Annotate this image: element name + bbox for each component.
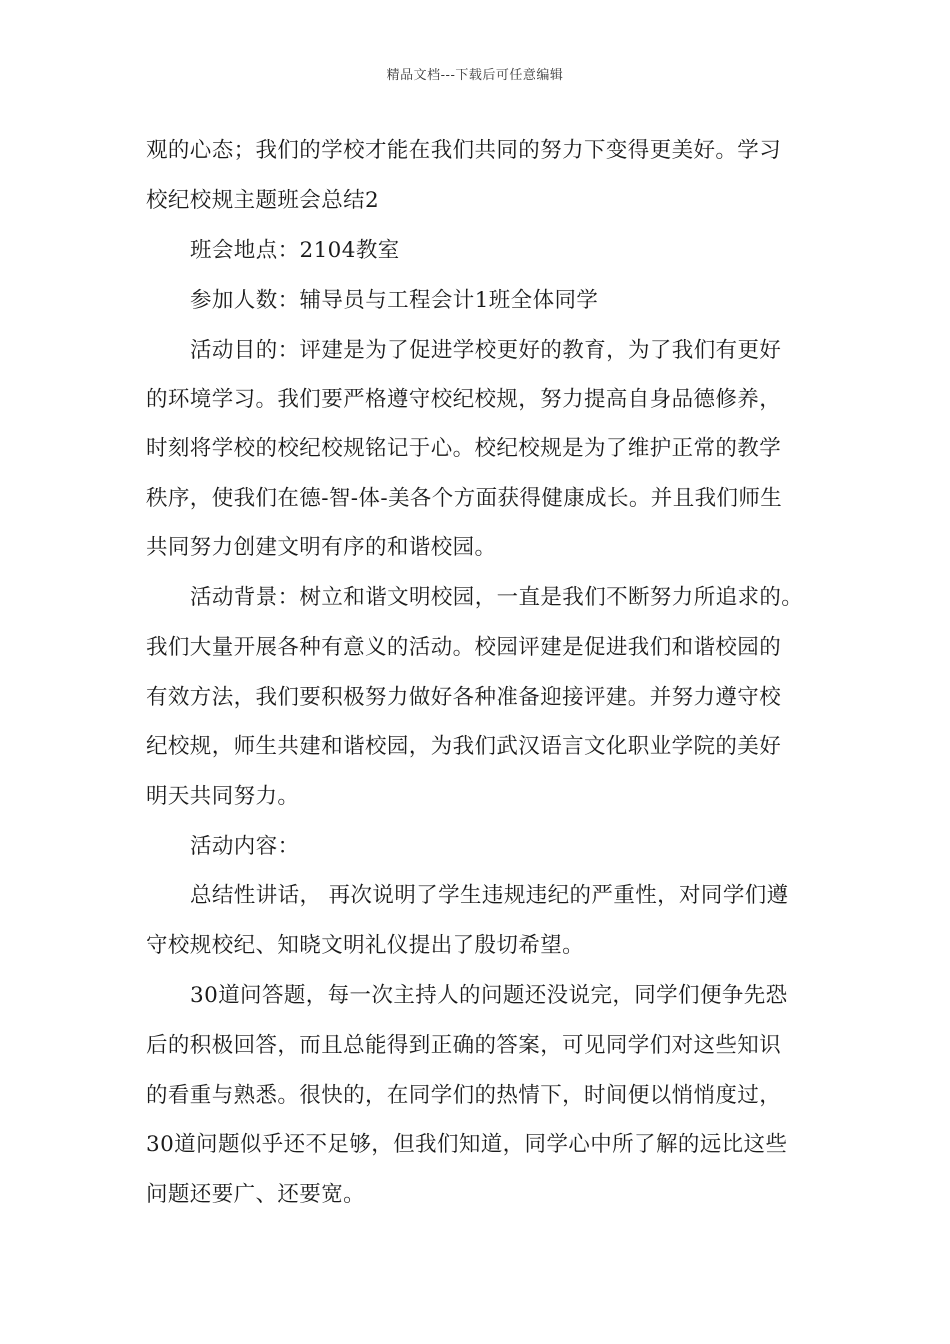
activity-content: 活动内容： [190, 834, 300, 859]
text-line: 我们大量开展各种有意义的活动。校园评建是促进我们和谐校园的 [146, 635, 782, 660]
text-line: 的看重与熟悉。很快的，在同学们的热情下，时间便以悄悄度过， [146, 1083, 782, 1108]
text-line: 30道问题似乎还不足够，但我们知道，同学心中所了解的远比这些 [146, 1132, 788, 1157]
text-line: 守校规校纪、知晓文明礼仪提出了殷切希望。 [146, 933, 585, 958]
text-line: 观的心态；我们的学校才能在我们共同的努力下变得更美好。学习 [146, 138, 782, 163]
text-line: 有效方法，我们要积极努力做好各种准备迎接评建。并努力遵守校 [146, 685, 782, 710]
section-title: 校纪校规主题班会总结2 [146, 188, 380, 213]
text-line: 纪校规，师生共建和谐校园，为我们武汉语言文化职业学院的美好 [146, 734, 782, 759]
text-line: 后的积极回答，而且总能得到正确的答案，可见同学们对这些知识 [146, 1033, 782, 1058]
meeting-location: 班会地点：2104教室 [190, 238, 400, 263]
text-line: 30道问答题，每一次主持人的问题还没说完，同学们便争先恐 [190, 983, 788, 1008]
activity-background: 活动背景：树立和谐文明校园，一直是我们不断努力所追求的。 [190, 585, 804, 610]
participants: 参加人数：辅导员与工程会计1班全体同学 [190, 288, 599, 313]
text-line: 时刻将学校的校纪校规铭记于心。校纪校规是为了维护正常的教学 [146, 436, 782, 461]
text-line: 共同努力创建文明有序的和谐校园。 [146, 535, 497, 560]
text-line: 的环境学习。我们要严格遵守校纪校规，努力提高自身品德修养， [146, 387, 782, 412]
page-header: 精品文档---下载后可任意编辑 [386, 68, 564, 83]
text-line: 总结性讲话， 再次说明了学生违规违纪的严重性，对同学们遵 [190, 883, 789, 908]
text-line: 秩序，使我们在德-智-体-美各个方面获得健康成长。并且我们师生 [146, 486, 783, 511]
text-line: 明天共同努力。 [146, 784, 300, 809]
text-line: 问题还要广、还要宽。 [146, 1182, 366, 1207]
activity-purpose: 活动目的：评建是为了促进学校更好的教育，为了我们有更好 [190, 338, 782, 363]
